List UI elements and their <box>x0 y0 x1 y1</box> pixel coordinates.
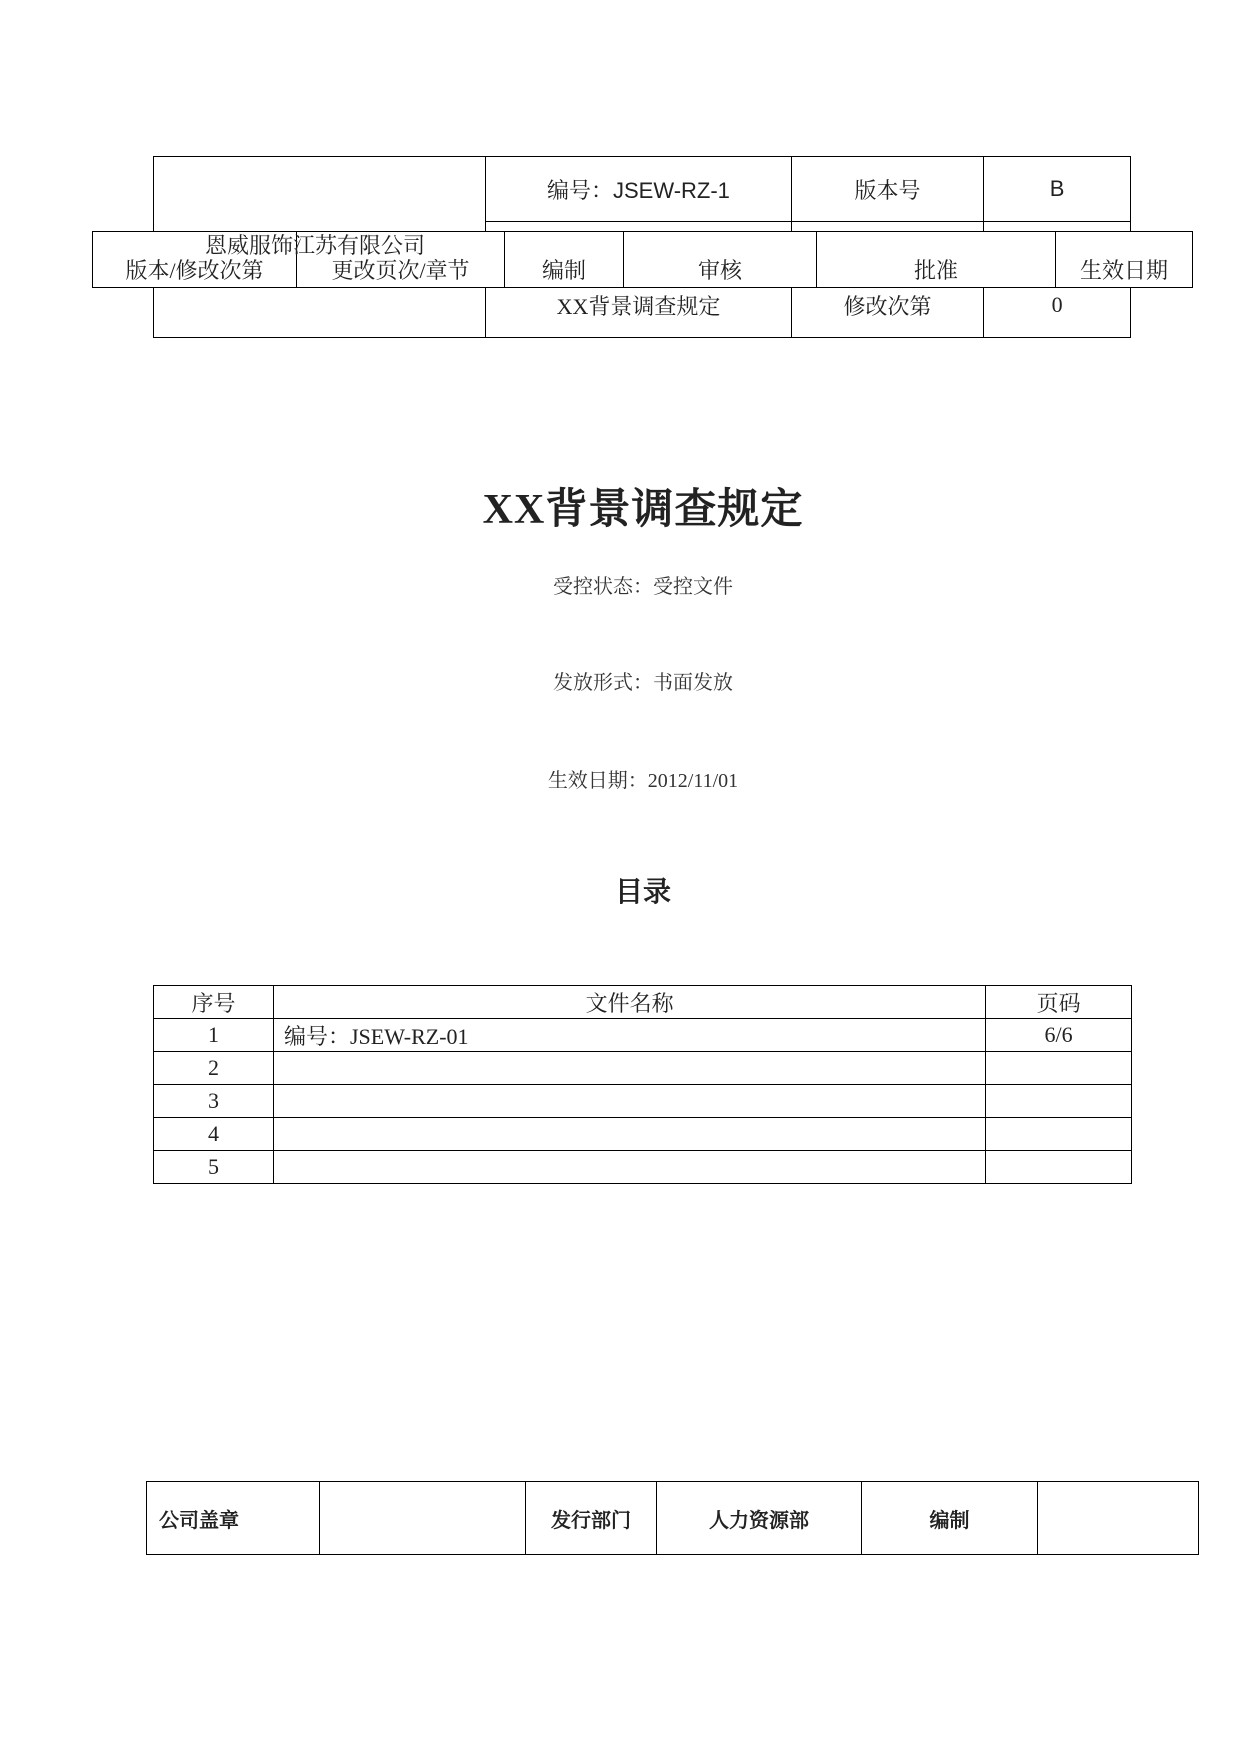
toc-col-page: 页码 <box>986 986 1132 1019</box>
toc-row-no: 5 <box>154 1151 274 1184</box>
control-status: 受控状态：受控文件 <box>553 576 733 598</box>
version-label: 版本号 <box>791 157 984 222</box>
revision-col-approver: 批准 <box>817 232 1056 288</box>
toc-row-page <box>986 1118 1132 1151</box>
seal-value <box>320 1482 526 1555</box>
toc-heading: 目录 <box>614 875 671 908</box>
toc-row-name <box>273 1118 985 1151</box>
revision-col-author: 编制 <box>505 232 624 288</box>
toc-row-no: 3 <box>154 1085 274 1118</box>
revision-value: 0 <box>984 273 1131 338</box>
toc-row-no: 2 <box>154 1052 274 1085</box>
revision-col-version: 版本/修改次第 <box>93 232 297 288</box>
toc-row-page: 6/6 <box>986 1019 1132 1052</box>
toc-row-page <box>986 1151 1132 1184</box>
toc-table <box>153 985 1132 1184</box>
table-row <box>154 1085 1132 1118</box>
toc-row-page <box>986 1052 1132 1085</box>
toc-row-name <box>273 1085 985 1118</box>
revision-col-effective-date: 生效日期 <box>1056 232 1193 288</box>
toc-header-row <box>154 986 1132 1019</box>
table-row <box>154 1151 1132 1184</box>
toc-col-name: 文件名称 <box>273 986 985 1019</box>
table-row <box>154 1052 1132 1085</box>
table-row <box>154 1118 1132 1151</box>
header-logo-cell <box>154 157 486 222</box>
revision-col-pages: 更改页次/章节 <box>297 232 505 288</box>
toc-row-no: 4 <box>154 1118 274 1151</box>
issuing-dept-label: 发行部门 <box>526 1482 657 1555</box>
author-value <box>1038 1482 1199 1555</box>
footer-table <box>146 1481 1199 1555</box>
toc-row-name: 编号：JSEW-RZ-01 <box>273 1019 985 1052</box>
toc-col-no: 序号 <box>154 986 274 1019</box>
toc-row-page <box>986 1085 1132 1118</box>
issuing-dept-value: 人力资源部 <box>657 1482 862 1555</box>
distribution-form: 发放形式：书面发放 <box>553 672 733 694</box>
revision-col-reviewer: 审核 <box>624 232 817 288</box>
company-name: 恩威服饰江苏有限公司 <box>205 233 426 258</box>
document-code: 编号：JSEW-RZ-1 <box>486 157 791 222</box>
version-value: B <box>984 157 1131 222</box>
header-doc-title: XX背景调查规定 <box>486 273 791 338</box>
document-title: XX背景调查规定 <box>482 487 804 533</box>
seal-label: 公司盖章 <box>147 1482 320 1555</box>
author-label: 编制 <box>862 1482 1038 1555</box>
toc-row-no: 1 <box>154 1019 274 1052</box>
table-row <box>154 1019 1132 1052</box>
toc-row-name <box>273 1151 985 1184</box>
toc-row-name <box>273 1052 985 1085</box>
revision-label: 修改次第 <box>791 273 984 338</box>
effective-date: 生效日期：2012/11/01 <box>547 770 739 792</box>
